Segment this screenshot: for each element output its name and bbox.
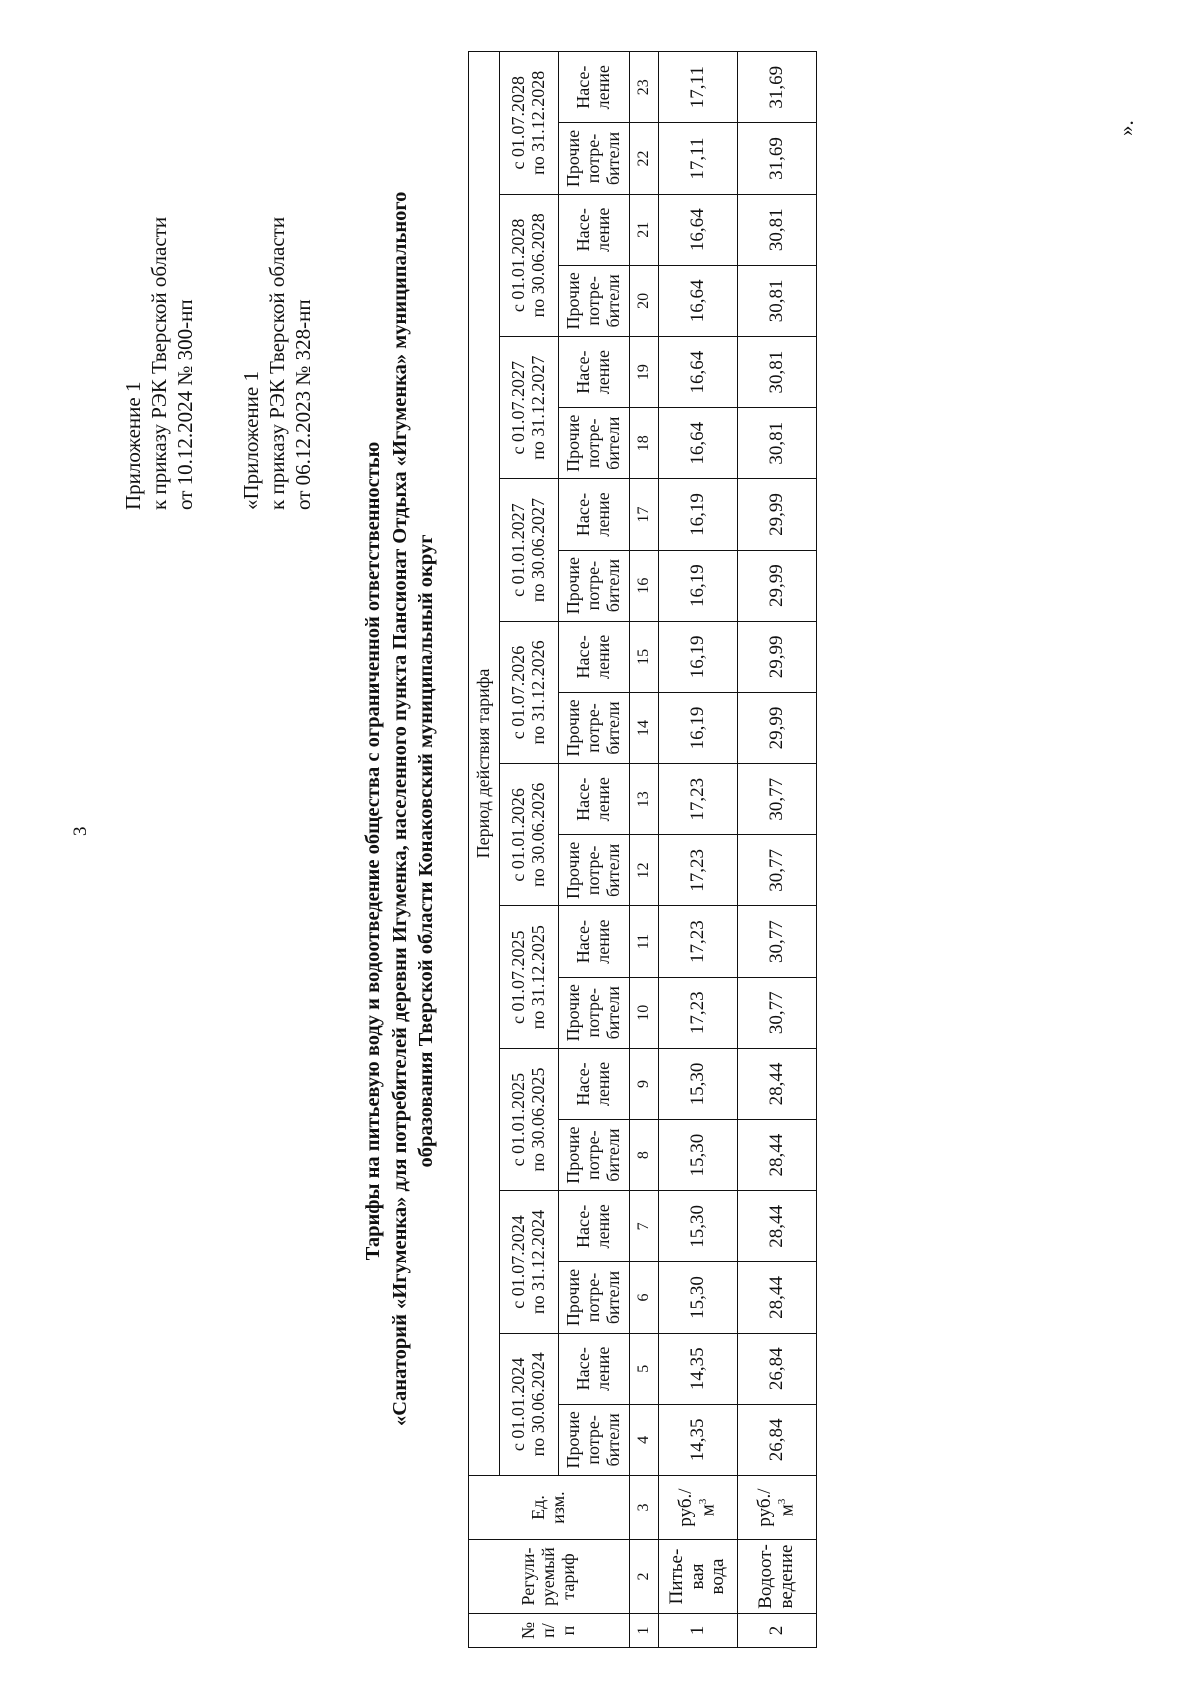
header-group-population: Насе- ление [559, 194, 630, 265]
header-period-9: с 01.01.2028 по 30.06.2028 [500, 194, 559, 336]
header-period-10: с 01.07.2028 по 31.12.2028 [500, 51, 559, 194]
row-value: 30,81 [738, 265, 817, 336]
column-number: 12 [630, 835, 659, 906]
column-number: 22 [630, 123, 659, 194]
header-row-groups [559, 51, 630, 1647]
column-number: 1 [630, 1614, 659, 1648]
row-value: 30,81 [738, 194, 817, 265]
header-group-population: Насе- ление [559, 337, 630, 408]
column-number: 2 [630, 1540, 659, 1614]
row-value: 29,99 [738, 550, 817, 621]
row-unit: руб./ $м^3$ [738, 1476, 817, 1540]
column-number: 13 [630, 764, 659, 835]
header-group-other: Прочие потре- бители [559, 123, 630, 194]
column-number: 4 [630, 1404, 659, 1475]
row-value: 16,19 [659, 479, 738, 550]
header-period-1: с 01.01.2024 по 30.06.2024 [500, 1333, 559, 1475]
title-line2: «Санаторий «Игуменка» для потребителей деревни Игуменка, населенного пункта Пансионат Отдыха «Игуменка» муниципального [388, 191, 411, 1426]
row-value: 15,30 [659, 1262, 738, 1333]
column-number: 18 [630, 408, 659, 479]
header-group-other: Прочие потре- бители [559, 1404, 630, 1475]
header-period-5: с 01.01.2026 по 30.06.2026 [500, 764, 559, 906]
table-row [659, 51, 738, 1647]
row-tariff: Водоот- ведение [738, 1540, 817, 1614]
row-value: 14,35 [659, 1404, 738, 1475]
row-value: 29,99 [738, 479, 817, 550]
header-period-8: с 01.07.2027 по 31.12.2027 [500, 337, 559, 479]
column-number: 17 [630, 479, 659, 550]
row-value: 31,69 [738, 51, 817, 122]
row-value: 16,19 [659, 550, 738, 621]
header-group-population: Насе- ление [559, 906, 630, 977]
row-unit: руб./ $м^3$ [659, 1476, 738, 1540]
row-value: 29,99 [738, 621, 817, 692]
header-period-4: с 01.07.2025 по 31.12.2025 [500, 906, 559, 1048]
tariff-table [468, 51, 817, 1648]
row-no: 1 [659, 1614, 738, 1648]
row-no: 2 [738, 1614, 817, 1648]
unit-superscript: 3 [776, 1498, 789, 1505]
header-row-main [469, 51, 500, 1647]
row-value: 16,64 [659, 337, 738, 408]
row-value: 16,19 [659, 621, 738, 692]
row-value: 28,44 [738, 1262, 817, 1333]
header-group-other: Прочие потре- бители [559, 408, 630, 479]
row-value: 30,81 [738, 337, 817, 408]
header-row-periods [500, 51, 559, 1647]
row-value: 15,30 [659, 1191, 738, 1262]
row-value: 16,64 [659, 408, 738, 479]
column-number: 15 [630, 621, 659, 692]
column-number: 6 [630, 1262, 659, 1333]
annex-current-line1: Приложение 1 [121, 381, 145, 510]
header-group-population: Насе- ление [559, 621, 630, 692]
row-value: 26,84 [738, 1404, 817, 1475]
row-value: 14,35 [659, 1333, 738, 1404]
row-value: 16,64 [659, 194, 738, 265]
header-period: Период действия тарифа [469, 51, 500, 1475]
row-value: 15,30 [659, 1048, 738, 1119]
header-group-other: Прочие потре- бители [559, 1262, 630, 1333]
header-group-population: Насе- ление [559, 479, 630, 550]
unit-superscript: 3 [697, 1498, 710, 1505]
header-group-population: Насе- ление [559, 764, 630, 835]
title-line3: образования Тверской области Конаковский муниципальный округ [415, 534, 438, 1168]
header-group-other: Прочие потре- бители [559, 1120, 630, 1191]
title-line1: Тарифы на питьевую воду и водоотведение общества с ограниченной ответственностью [362, 441, 384, 1261]
row-value: 28,44 [738, 1048, 817, 1119]
row-value: 30,77 [738, 764, 817, 835]
page-number: 3 [70, 826, 91, 836]
column-number: 11 [630, 906, 659, 977]
row-value: 30,81 [738, 408, 817, 479]
row-value: 28,44 [738, 1120, 817, 1191]
column-number: 7 [630, 1191, 659, 1262]
row-value: 17,23 [659, 977, 738, 1048]
header-group-other: Прочие потре- бители [559, 977, 630, 1048]
document-title [360, 191, 440, 1426]
row-value: 17,23 [659, 764, 738, 835]
annex-current-line2: к приказу РЭК Тверской области [147, 216, 172, 510]
row-value: 26,84 [738, 1333, 817, 1404]
annex-current [120, 217, 198, 510]
column-number: 16 [630, 550, 659, 621]
column-number: 21 [630, 194, 659, 265]
row-value: 17,23 [659, 906, 738, 977]
header-group-other: Прочие потре- бители [559, 265, 630, 336]
row-value: 30,77 [738, 835, 817, 906]
row-value: 28,44 [738, 1191, 817, 1262]
annex-previous-line2: к приказу РЭК Тверской области [265, 216, 290, 510]
column-number: 10 [630, 977, 659, 1048]
row-value: 17,23 [659, 835, 738, 906]
header-tariff: Регули- руемый тариф [469, 1540, 630, 1614]
column-numbers-row [630, 51, 659, 1647]
header-unit: Ед. изм. [469, 1476, 630, 1540]
header-group-other: Прочие потре- бители [559, 835, 630, 906]
annex-previous-line3: от 06.12.2023 № 328-нп [291, 299, 316, 510]
row-value: 16,64 [659, 265, 738, 336]
column-number: 23 [630, 51, 659, 122]
row-tariff: Питье- вая вода [659, 1540, 738, 1614]
row-value: 17,11 [659, 123, 738, 194]
column-number: 14 [630, 692, 659, 763]
header-group-other: Прочие потре- бители [559, 550, 630, 621]
column-number: 9 [630, 1048, 659, 1119]
header-group-population: Насе- ление [559, 1333, 630, 1404]
annex-current-line3: от 10.12.2024 № 300-нп [173, 299, 198, 510]
header-group-population: Насе- ление [559, 1191, 630, 1262]
header-no: № п/ п [469, 1614, 630, 1648]
header-group-other: Прочие потре- бители [559, 692, 630, 763]
row-value: 30,77 [738, 906, 817, 977]
header-period-7: с 01.01.2027 по 30.06.2027 [500, 479, 559, 621]
header-period-3: с 01.01.2025 по 30.06.2025 [500, 1048, 559, 1190]
annex-previous [238, 217, 316, 510]
row-value: 30,77 [738, 977, 817, 1048]
column-number: 8 [630, 1120, 659, 1191]
row-value: 15,30 [659, 1120, 738, 1191]
row-value: 29,99 [738, 692, 817, 763]
column-number: 19 [630, 337, 659, 408]
column-number: 20 [630, 265, 659, 336]
annex-previous-line1: «Приложение 1 [239, 371, 263, 510]
table-row [738, 51, 817, 1647]
header-period-6: с 01.07.2026 по 31.12.2026 [500, 621, 559, 763]
column-number: 3 [630, 1476, 659, 1540]
row-value: 31,69 [738, 123, 817, 194]
closing-mark: ». [1114, 120, 1138, 136]
header-period-2: с 01.07.2024 по 31.12.2024 [500, 1191, 559, 1333]
header-group-population: Насе- ление [559, 1048, 630, 1119]
row-value: 17,11 [659, 51, 738, 122]
header-group-population: Насе- ление [559, 51, 630, 122]
column-number: 5 [630, 1333, 659, 1404]
row-value: 16,19 [659, 692, 738, 763]
